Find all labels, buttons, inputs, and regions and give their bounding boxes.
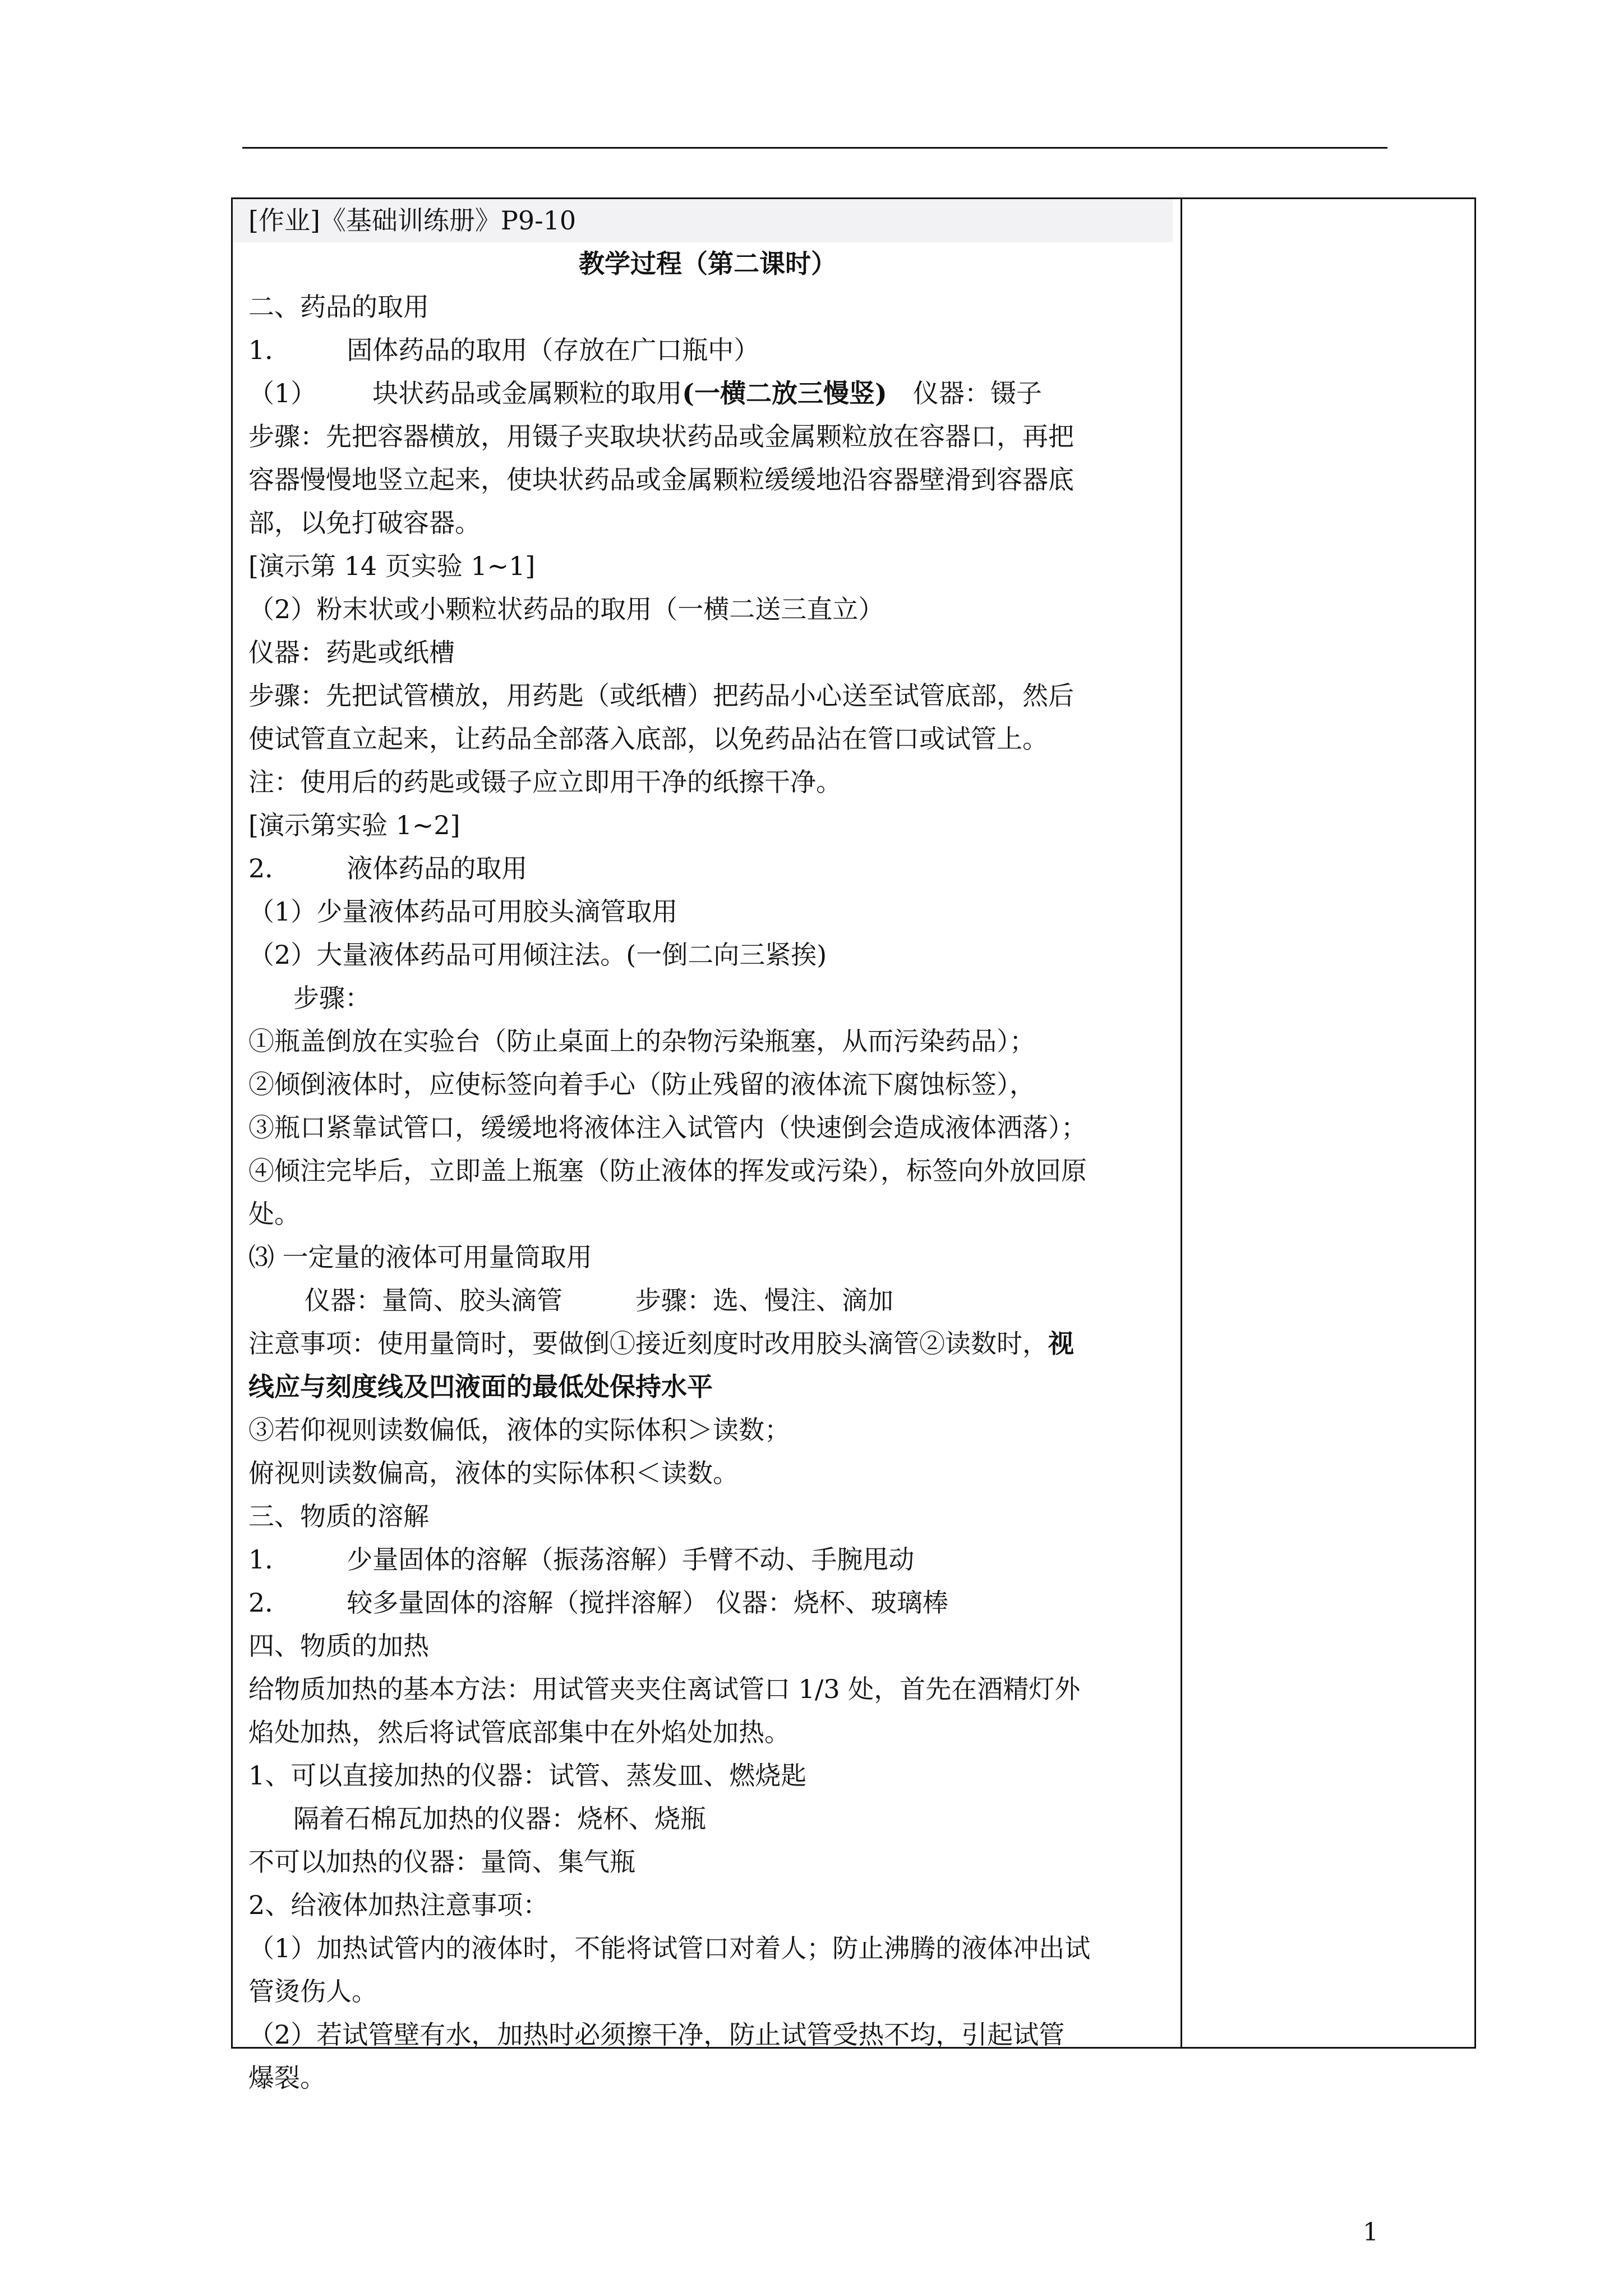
text-line: 注：使用后的药匙或镊子应立即用干净的纸擦干净。 <box>248 767 842 797</box>
text-line: 2． 较多量固体的溶解（搅拌溶解） 仪器：烧杯、玻璃棒 <box>248 1588 948 1618</box>
text-line: 部，以免打破容器。 <box>248 508 481 538</box>
text-line: 1． 少量固体的溶解（振荡溶解）手臂不动、手腕甩动 <box>248 1544 915 1575</box>
text-line: （1）加热试管内的液体时，不能将试管口对着人；防止沸腾的液体冲出试 <box>248 1933 1091 1963</box>
text-line: 线应与刻度线及凹液面的最低处保持水平 <box>248 1372 713 1402</box>
notes-column-divider <box>1181 199 1182 2047</box>
text-line: （2）粉末状或小颗粒状药品的取用（一横二送三直立） <box>248 594 884 624</box>
text-line: 俯视则读数偏高，液体的实际体积＜读数。 <box>248 1458 739 1488</box>
text-line: 管烫伤人。 <box>248 1976 377 2007</box>
text-line: ②倾倒液体时，应使标签向着手心（防止残留的液体流下腐蚀标签）， <box>248 1069 1035 1099</box>
text-line: ③瓶口紧靠试管口，缓缓地将液体注入试管内（快速倒会造成液体洒落）； <box>248 1112 1087 1143</box>
text-line: 注意事项：使用量筒时，要做倒①接近刻度时改用胶头滴管②读数时，视 <box>248 1328 1074 1359</box>
page-number: 1 <box>1363 2218 1378 2247</box>
text-line: [演示第 14 页实验 1~1] <box>248 551 536 581</box>
text-line: （1） 块状药品或金属颗粒的取用(一横二放三慢竖) 仪器：镊子 <box>248 378 1042 408</box>
text-line: 步骤：先把试管横放，用药匙（或纸槽）把药品小心送至试管底部，然后 <box>248 680 1074 711</box>
text-line: （2）大量液体药品可用倾注法。(一倒二向三紧挨) <box>248 940 827 970</box>
homework-line: [作业]《基础训练册》P9-10 <box>233 199 1173 242</box>
text-line: 2、给液体加热注意事项： <box>248 1890 549 1920</box>
text-line: 步骤：先把容器横放，用镊子夹取块状药品或金属颗粒放在容器口，再把 <box>248 421 1074 452</box>
text-line: （2）若试管壁有水，加热时必须擦干净，防止试管受热不均，引起试管 <box>248 2019 1065 2050</box>
content-cell <box>233 199 1181 2093</box>
text-line: 使试管直立起来，让药品全部落入底部，以免药品沾在管口或试管上。 <box>248 724 1048 754</box>
text-line: 1、可以直接加热的仪器：试管、蒸发皿、燃烧匙 <box>248 1760 807 1791</box>
section-title: 教学过程（第二课时） <box>579 249 837 279</box>
text-line: 仪器：量筒、胶头滴管 步骤：选、慢注、滴加 <box>305 1285 893 1315</box>
text-line: 爆裂。 <box>248 2063 326 2093</box>
text-line: 不可以加热的仪器：量筒、集气瓶 <box>248 1847 635 1877</box>
text-line: 2． 液体药品的取用 <box>248 853 528 884</box>
text-line: 仪器：药匙或纸槽 <box>248 637 455 668</box>
heading-dissolving: 三、物质的溶解 <box>248 1501 429 1531</box>
text-line: 隔着石棉瓦加热的仪器：烧杯、烧瓶 <box>293 1803 706 1834</box>
text-line: 处。 <box>248 1199 300 1229</box>
text-line: [演示第实验 1~2] <box>248 810 460 840</box>
text-line: 容器慢慢地竖立起来，使块状药品或金属颗粒缓缓地沿容器壁滑到容器底 <box>248 464 1074 495</box>
text-line: 焰处加热，然后将试管底部集中在外焰处加热。 <box>248 1717 790 1747</box>
text-line: ③若仰视则读数偏低，液体的实际体积＞读数； <box>248 1415 790 1445</box>
heading-drug-taking: 二、药品的取用 <box>248 292 429 322</box>
text-line: ①瓶盖倒放在实验台（防止桌面上的杂物污染瓶塞，从而污染药品）； <box>248 1026 1035 1056</box>
text-line: ⑶ 一定量的液体可用量筒取用 <box>248 1242 592 1272</box>
text-line: 步骤： <box>293 983 371 1013</box>
text-line: ④倾注完毕后，立即盖上瓶塞（防止液体的挥发或污染），标签向外放回原 <box>248 1156 1087 1186</box>
text-line: 1． 固体药品的取用（存放在广口瓶中） <box>248 335 760 365</box>
lesson-plan-table <box>231 197 1476 2093</box>
text-line: 给物质加热的基本方法：用试管夹夹住离试管口 1/3 处，首先在酒精灯外 <box>248 1674 1081 1704</box>
header-rule <box>242 147 1387 149</box>
heading-heating: 四、物质的加热 <box>248 1631 429 1661</box>
text-line: （1）少量液体药品可用胶头滴管取用 <box>248 896 678 927</box>
